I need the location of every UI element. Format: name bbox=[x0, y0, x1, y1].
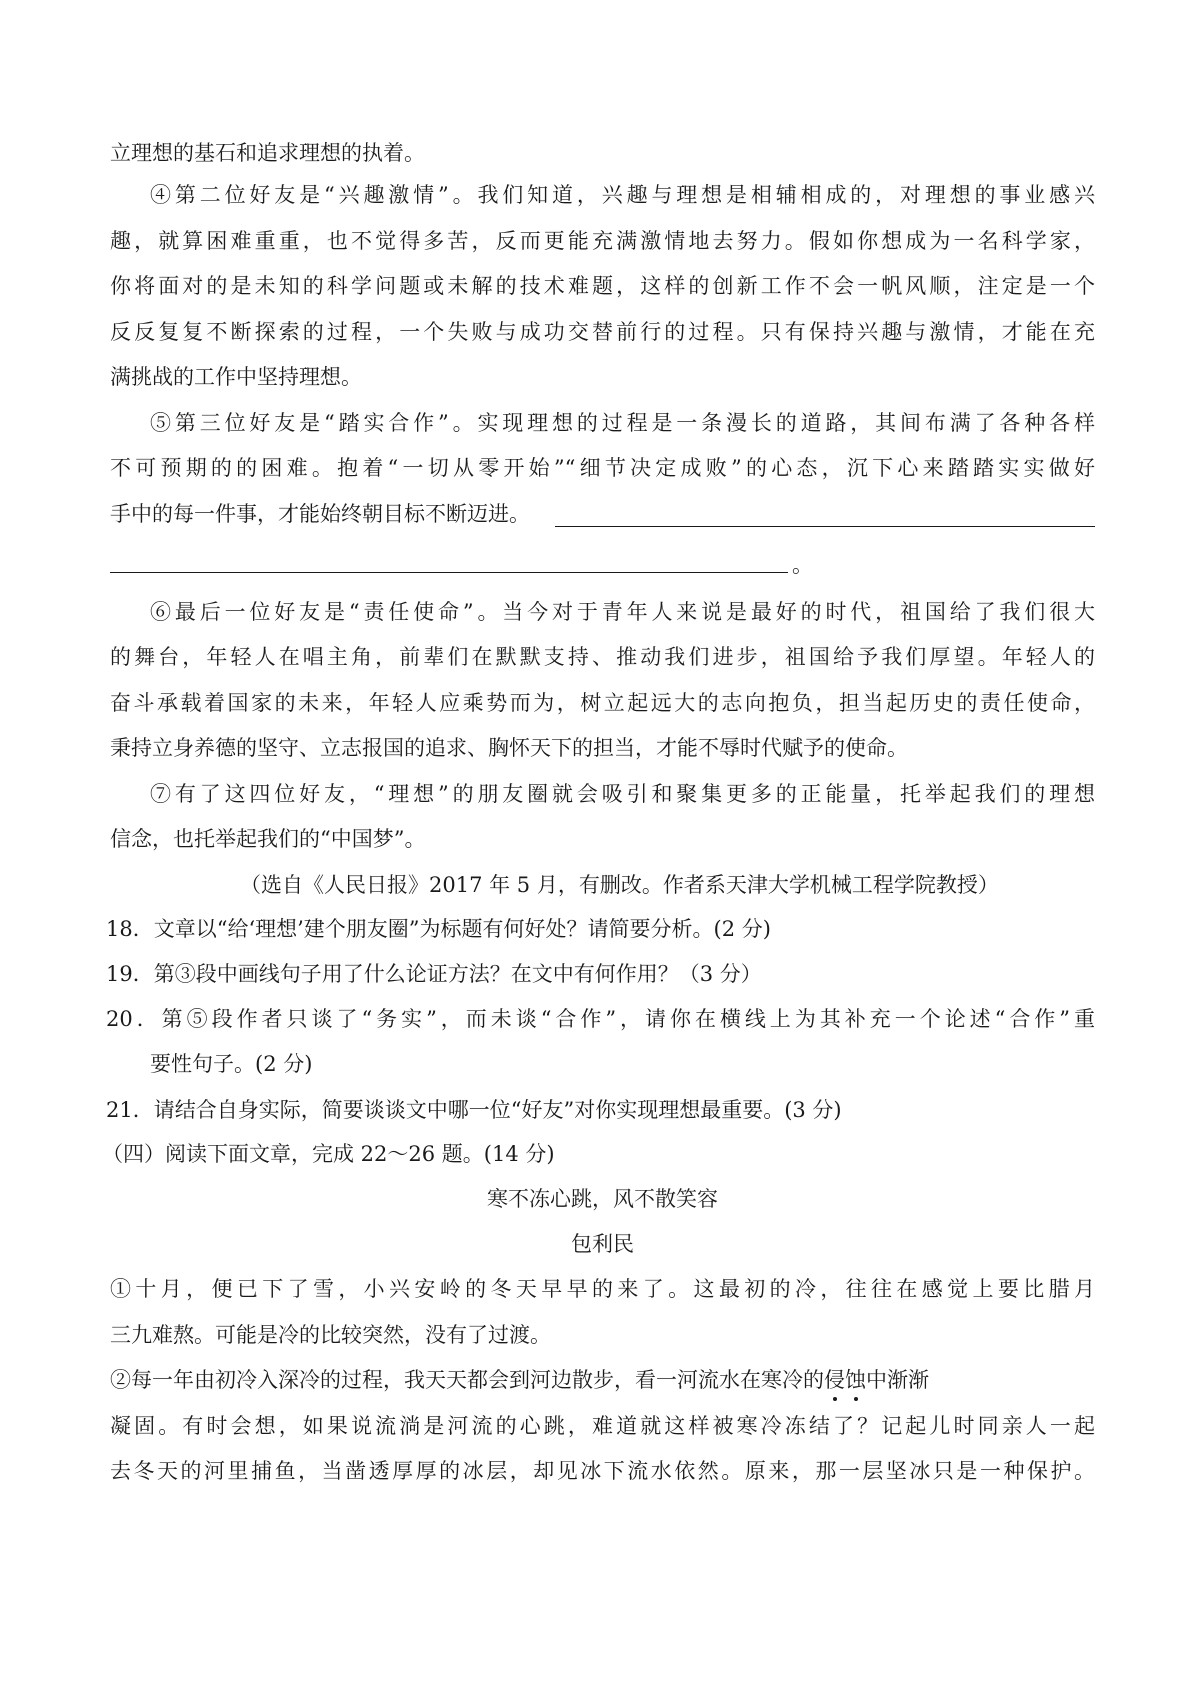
paragraph-6-line-3: 奋斗承载着国家的未来，年轻人应乘势而为，树立起远大的志向抱负，担当起历史的责任使命， bbox=[110, 691, 1095, 715]
paragraph-6-line-2: 的舞台，年轻人在唱主角，前辈们在默默支持、推动我们进步，祖国给予我们厚望。年轻人的 bbox=[110, 645, 1095, 669]
question-19: 19．第③段中画线句子用了什么论证方法？在文中有何作用？（3 分） bbox=[106, 962, 762, 986]
emphasis-dot-char-1: 侵 bbox=[824, 1365, 845, 1395]
article-paragraph-1-line-2: 三九难熬。可能是冷的比较突然，没有了过渡。 bbox=[110, 1323, 551, 1347]
paragraph-5-line-3 bbox=[110, 499, 530, 529]
answer-blank-line-2[interactable] bbox=[110, 572, 788, 573]
paragraph-7-line-2: 信念，也托举起我们的“中国梦”。 bbox=[110, 827, 426, 851]
question-21: 21．请结合自身实际，简要谈谈文中哪一位“好友”对你实现理想最重要。(3 分) bbox=[106, 1098, 842, 1122]
paragraph-6-line-4: 秉持立身养德的坚守、立志报国的追求、胸怀天下的担当，才能不辱时代赋予的使命。 bbox=[110, 736, 908, 760]
article-paragraph-2-line-1 bbox=[110, 1365, 1095, 1395]
paragraph-4-line-3: 你将面对的是未知的科学问题或未解的技术难题，这样的创新工作不会一帆风顺，注定是一个 bbox=[110, 274, 1095, 298]
paragraph-7-line-1: ⑦有了这四位好友，“理想”的朋友圈就会吸引和聚集更多的正能量，托举起我们的理想 bbox=[150, 782, 1095, 806]
article-paragraph-1-line-1: ①十月，便已下了雪，小兴安岭的冬天早早的来了。这最初的冷，往往在感觉上要比腊月 bbox=[110, 1277, 1095, 1301]
paragraph-6-line-1: ⑥最后一位好友是“责任使命”。当今对于青年人来说是最好的时代，祖国给了我们很大 bbox=[150, 600, 1095, 624]
article-paragraph-2-line-2: 凝固。有时会想，如果说流淌是河流的心跳，难道就这样被寒冷冻结了？记起儿时同亲人一起 bbox=[110, 1414, 1095, 1438]
emphasis-dot-char-2: 蚀 bbox=[845, 1365, 866, 1395]
paragraph-5-line-2: 不可预期的的困难。抱着“一切从零开始”“细节决定成败”的心态，沉下心来踏踏实实做好 bbox=[110, 456, 1095, 480]
article-paragraph-2-line-1-pre: ②每一年由初冷入深冷的过程，我天天都会到河边散步，看一河流水在寒冷的 bbox=[110, 1368, 824, 1392]
article-source: （选自《人民日报》2017 年 5 月，有删改。作者系天津大学机械工程学院教授） bbox=[240, 873, 999, 897]
section-4-heading: （四）阅读下面文章，完成 22～26 题。(14 分) bbox=[102, 1142, 555, 1166]
answer-blank-end-mark: 。 bbox=[792, 553, 813, 577]
article-paragraph-2-line-1-text bbox=[110, 1365, 929, 1395]
answer-blank-line-1[interactable] bbox=[555, 526, 1095, 527]
paragraph-4-line-4: 反反复复不断探索的过程，一个失败与成功交替前行的过程。只有保持兴趣与激情，才能在充 bbox=[110, 320, 1095, 344]
paragraph-5-line-1: ⑤第三位好友是“踏实合作”。实现理想的过程是一条漫长的道路，其间布满了各种各样 bbox=[150, 411, 1095, 435]
article-author: 包利民 bbox=[571, 1232, 634, 1256]
article-paragraph-2-line-3: 去冬天的河里捕鱼，当凿透厚厚的冰层，却见冰下流水依然。原来，那一层坚冰只是一种保护。 bbox=[110, 1459, 1095, 1483]
paragraph-4-line-2: 趣，就算困难重重，也不觉得多苦，反而更能充满激情地去努力。假如你想成为一名科学家， bbox=[110, 229, 1095, 253]
article-title: 寒不冻心跳，风不散笑容 bbox=[487, 1187, 718, 1211]
article-paragraph-2-line-1-post: 中渐渐 bbox=[866, 1368, 929, 1392]
paragraph-3-end: 立理想的基石和追求理想的执着。 bbox=[110, 141, 425, 165]
question-20-line-1: 20．第⑤段作者只谈了“务实”，而未谈“合作”，请你在横线上为其补充一个论述“合作”重 bbox=[106, 1007, 1095, 1031]
question-20-line-2: 要性句子。(2 分) bbox=[150, 1052, 313, 1076]
question-18: 18．文章以“给‘理想’建个朋友圈”为标题有何好处？请简要分析。(2 分) bbox=[106, 917, 771, 941]
paragraph-5-line-3-text: 手中的每一件事，才能始终朝目标不断迈进。 bbox=[110, 502, 530, 526]
paragraph-4-line-5: 满挑战的工作中坚持理想。 bbox=[110, 365, 362, 389]
paragraph-4-line-1: ④第二位好友是“兴趣激情”。我们知道，兴趣与理想是相辅相成的，对理想的事业感兴 bbox=[150, 183, 1095, 207]
